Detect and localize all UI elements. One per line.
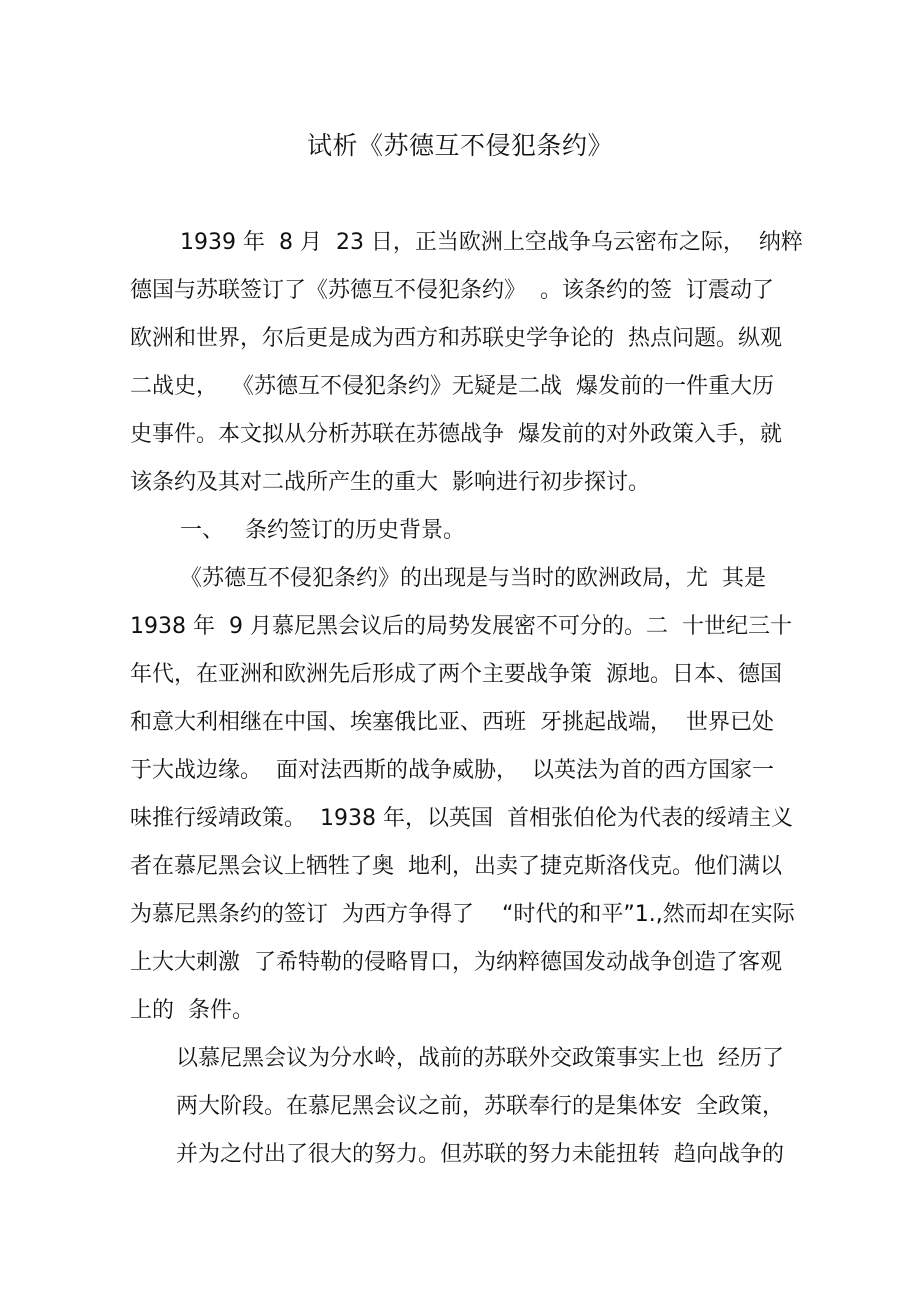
paragraph-1-line: 该条约及其对二战所产生的重大 影响进行初步探讨。 <box>130 470 650 495</box>
paragraph-2-line: 者在慕尼黑会议上牺牲了奥 地利，出卖了捷克斯洛伐克。他们满以 <box>130 854 782 879</box>
paragraph-1-line: 史事件。本文拟从分析苏联在苏德战争 爆发前的对外政策入手，就 <box>130 422 782 447</box>
paragraph-1-line: 欧洲和世界，尔后更是成为西方和苏联史学争论的 热点问题。纵观 <box>130 326 782 351</box>
paragraph-2-line: 年代，在亚洲和欧洲先后形成了两个主要战争策 源地。日本、德国 <box>130 662 782 687</box>
paragraph-2-line: 《苏德互不侵犯条约》的出现是与当时的欧洲政局，尤 其是 <box>180 566 766 591</box>
paragraph-3-line: 两大阶段。在慕尼黑会议之前，苏联奉行的是集体安 全政策， <box>176 1094 784 1119</box>
section-heading: 一、 条约签订的历史背景。 <box>180 518 465 543</box>
paragraph-2-line: 为慕尼黑条约的签订 为西方争得了 “时代的和平”1.,然而却在实际 <box>130 902 795 927</box>
paragraph-1-line: 德国与苏联签订了《苏德互不侵犯条约》 。该条约的签 订震动了 <box>130 278 774 303</box>
paragraph-2-line: 味推行绥靖政策。 1938 年，以英国 首相张伯伦为代表的绥靖主义 <box>130 806 793 831</box>
paragraph-3-line: 并为之付出了很大的努力。但苏联的努力未能扭转 趋向战争的 <box>176 1142 784 1167</box>
paragraph-1-line: 1939 年 8 月 23 日，正当欧洲上空战争乌云密布之际， 纳粹 <box>180 230 803 255</box>
paragraph-2-line: 上大大刺激 了希特勒的侵略胃口，为纳粹德国发动战争创造了客观 <box>130 950 782 975</box>
paragraph-2-line: 和意大利相继在中国、埃塞俄比亚、西班 牙挑起战端， 世界已处 <box>130 710 774 735</box>
paragraph-2-line: 上的 条件。 <box>130 998 254 1023</box>
paragraph-2-line: 1938 年 9 月慕尼黑会议后的局势发展密不可分的。二 十世纪三十 <box>130 614 792 639</box>
paragraph-1-line: 二战史， 《苏德互不侵犯条约》无疑是二战 爆发前的一件重大历 <box>130 374 774 399</box>
paragraph-3-line: 以慕尼黑会议为分水岭，战前的苏联外交政策事实上也 经历了 <box>176 1046 784 1071</box>
paragraph-2-line: 于大战边缘。 面对法西斯的战争威胁， 以英法为首的西方国家一 <box>130 758 774 783</box>
document-title: 试析《苏德互不侵犯条约》 <box>306 131 613 160</box>
